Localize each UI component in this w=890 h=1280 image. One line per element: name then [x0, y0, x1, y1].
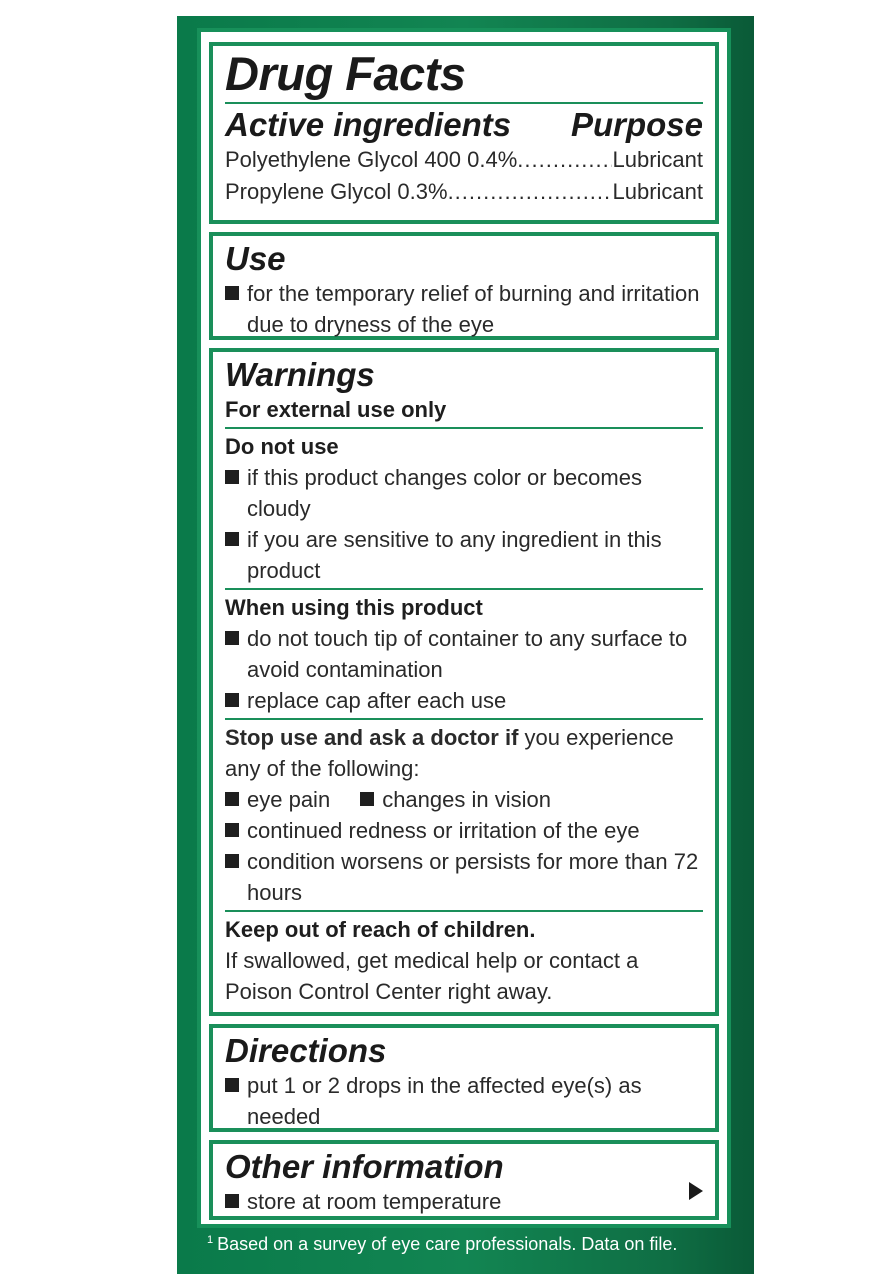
square-bullet-icon — [225, 286, 239, 300]
use-heading: Use — [225, 240, 286, 277]
square-bullet-icon — [360, 792, 374, 806]
divider — [225, 427, 703, 429]
page-title: Drug Facts — [225, 47, 466, 100]
purpose-heading: Purpose — [570, 106, 703, 143]
square-bullet-icon — [225, 1078, 239, 1092]
keep-out-heading: Keep out of reach of children. — [225, 917, 536, 942]
square-bullet-icon — [225, 693, 239, 707]
ingredient-name: Propylene Glycol 0.3% — [225, 179, 448, 204]
when-using-heading: When using this product — [225, 595, 483, 620]
divider — [225, 910, 703, 912]
play-arrow-icon[interactable] — [689, 1182, 703, 1200]
square-bullet-icon — [225, 631, 239, 645]
warnings-heading: Warnings — [225, 356, 375, 393]
stop-use-inline-bullets: eye pain changes in vision — [225, 784, 703, 815]
square-bullet-icon — [225, 470, 239, 484]
square-bullet-icon — [225, 1194, 239, 1208]
use-panel — [209, 232, 719, 340]
divider — [225, 102, 703, 104]
footnote — [207, 1234, 677, 1255]
ingredient-name: Polyethylene Glycol 400 0.4% — [225, 147, 518, 172]
footnote-text: Based on a survey of eye care professionals. Data on file. — [217, 1234, 678, 1254]
divider — [225, 718, 703, 720]
divider — [225, 588, 703, 590]
active-ingredients-heading: Active ingredients — [225, 106, 512, 143]
when-using-bullet: replace cap after each use — [225, 685, 703, 716]
other-information-heading: Other information — [225, 1148, 504, 1185]
square-bullet-icon — [225, 532, 239, 546]
keep-out-text: If swallowed, get medical help or contact a Poison Control Center right away. — [225, 948, 639, 1004]
active-ingredients-panel — [209, 42, 719, 224]
square-bullet-icon — [225, 792, 239, 806]
directions-bullet: put 1 or 2 drops in the affected eye(s) as needed — [225, 1070, 703, 1132]
do-not-use-bullet: if you are sensitive to any ingredient in this product — [225, 524, 703, 586]
when-using-bullet: do not touch tip of container to any surface to avoid contamination — [225, 623, 703, 685]
use-bullet: for the temporary relief of burning and irritation due to dryness of the eye — [225, 278, 703, 340]
directions-heading: Directions — [225, 1032, 387, 1069]
stop-use-bullet: continued redness or irritation of the eye — [225, 815, 703, 846]
stop-use-paragraph — [225, 722, 703, 784]
other-information-panel — [209, 1140, 719, 1220]
stop-use-bullet: condition worsens or persists for more than 72 hours — [225, 846, 703, 908]
square-bullet-icon — [225, 854, 239, 868]
leader-dots — [448, 176, 613, 208]
leader-dots — [517, 144, 612, 176]
label-frame — [177, 16, 754, 1274]
stop-use-text: you experience any of the following: — [225, 725, 674, 781]
directions-panel — [209, 1024, 719, 1132]
do-not-use-heading: Do not use — [225, 434, 339, 459]
drug-facts-label — [197, 28, 731, 1228]
ingredient-row — [225, 144, 703, 176]
external-use-note: For external use only — [225, 397, 447, 422]
square-bullet-icon — [225, 823, 239, 837]
ingredient-purpose: Lubricant — [612, 147, 703, 172]
other-information-bullet: store at room temperature — [225, 1186, 703, 1217]
stop-use-heading: Stop use and ask a doctor if — [225, 725, 519, 750]
ingredient-row — [225, 176, 703, 208]
do-not-use-bullet: if this product changes color or becomes cloudy — [225, 462, 703, 524]
ingredient-purpose: Lubricant — [612, 179, 703, 204]
active-header-row — [225, 106, 703, 144]
warnings-panel — [209, 348, 719, 1016]
footnote-marker: 1 — [207, 1234, 214, 1246]
